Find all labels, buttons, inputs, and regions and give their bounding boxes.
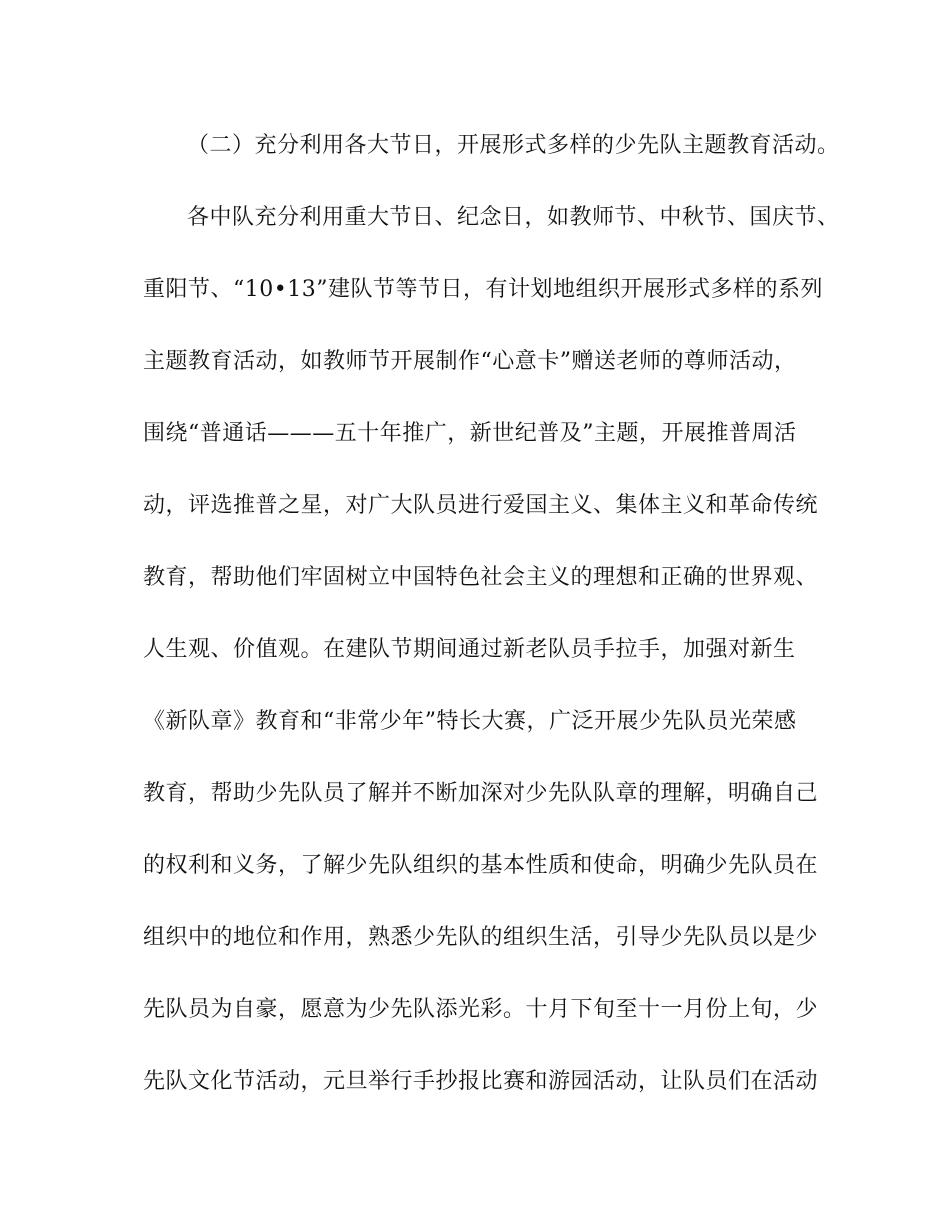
paragraph-line: 教育，帮助少先队员了解并不断加深对少先队队章的理解，明确自己 <box>143 781 819 806</box>
paragraph-line: 的权利和义务，了解少先队组织的基本性质和使命，明确少先队员在 <box>143 853 819 878</box>
section-heading: （二）充分利用各大节日，开展形式多样的少先队主题教育活动。 <box>187 133 840 158</box>
paragraph-line: 围绕“普通话———五十年推广，新世纪普及”主题，开展推普周活 <box>143 421 797 446</box>
paragraph-line: 先队员为自豪，愿意为少先队添光彩。十月下旬至十一月份上旬，少 <box>143 997 819 1022</box>
paragraph-line: 人生观、价值观。在建队节期间通过新老队员手拉手，加强对新生 <box>143 637 796 662</box>
paragraph-line: 《新队章》教育和“非常少年”特长大赛，广泛开展少先队员光荣感 <box>143 709 797 734</box>
paragraph-line: 重阳节、“10•13”建队节等节日，有计划地组织开展形式多样的系列 <box>143 277 823 302</box>
paragraph-line: 动，评选推普之星，对广大队员进行爱国主义、集体主义和革命传统 <box>143 493 819 518</box>
paragraph-line: 各中队充分利用重大节日、纪念日，如教师节、中秋节、国庆节、 <box>187 205 840 230</box>
paragraph-line: 教育，帮助他们牢固树立中国特色社会主义的理想和正确的世界观、 <box>143 565 819 590</box>
paragraph-line: 组织中的地位和作用，熟悉少先队的组织生活，引导少先队员以是少 <box>143 925 819 950</box>
paragraph-line: 先队文化节活动，元旦举行手抄报比赛和游园活动，让队员们在活动 <box>143 1069 819 1094</box>
paragraph-line: 主题教育活动，如教师节开展制作“心意卡”赠送老师的尊师活动， <box>143 349 797 374</box>
